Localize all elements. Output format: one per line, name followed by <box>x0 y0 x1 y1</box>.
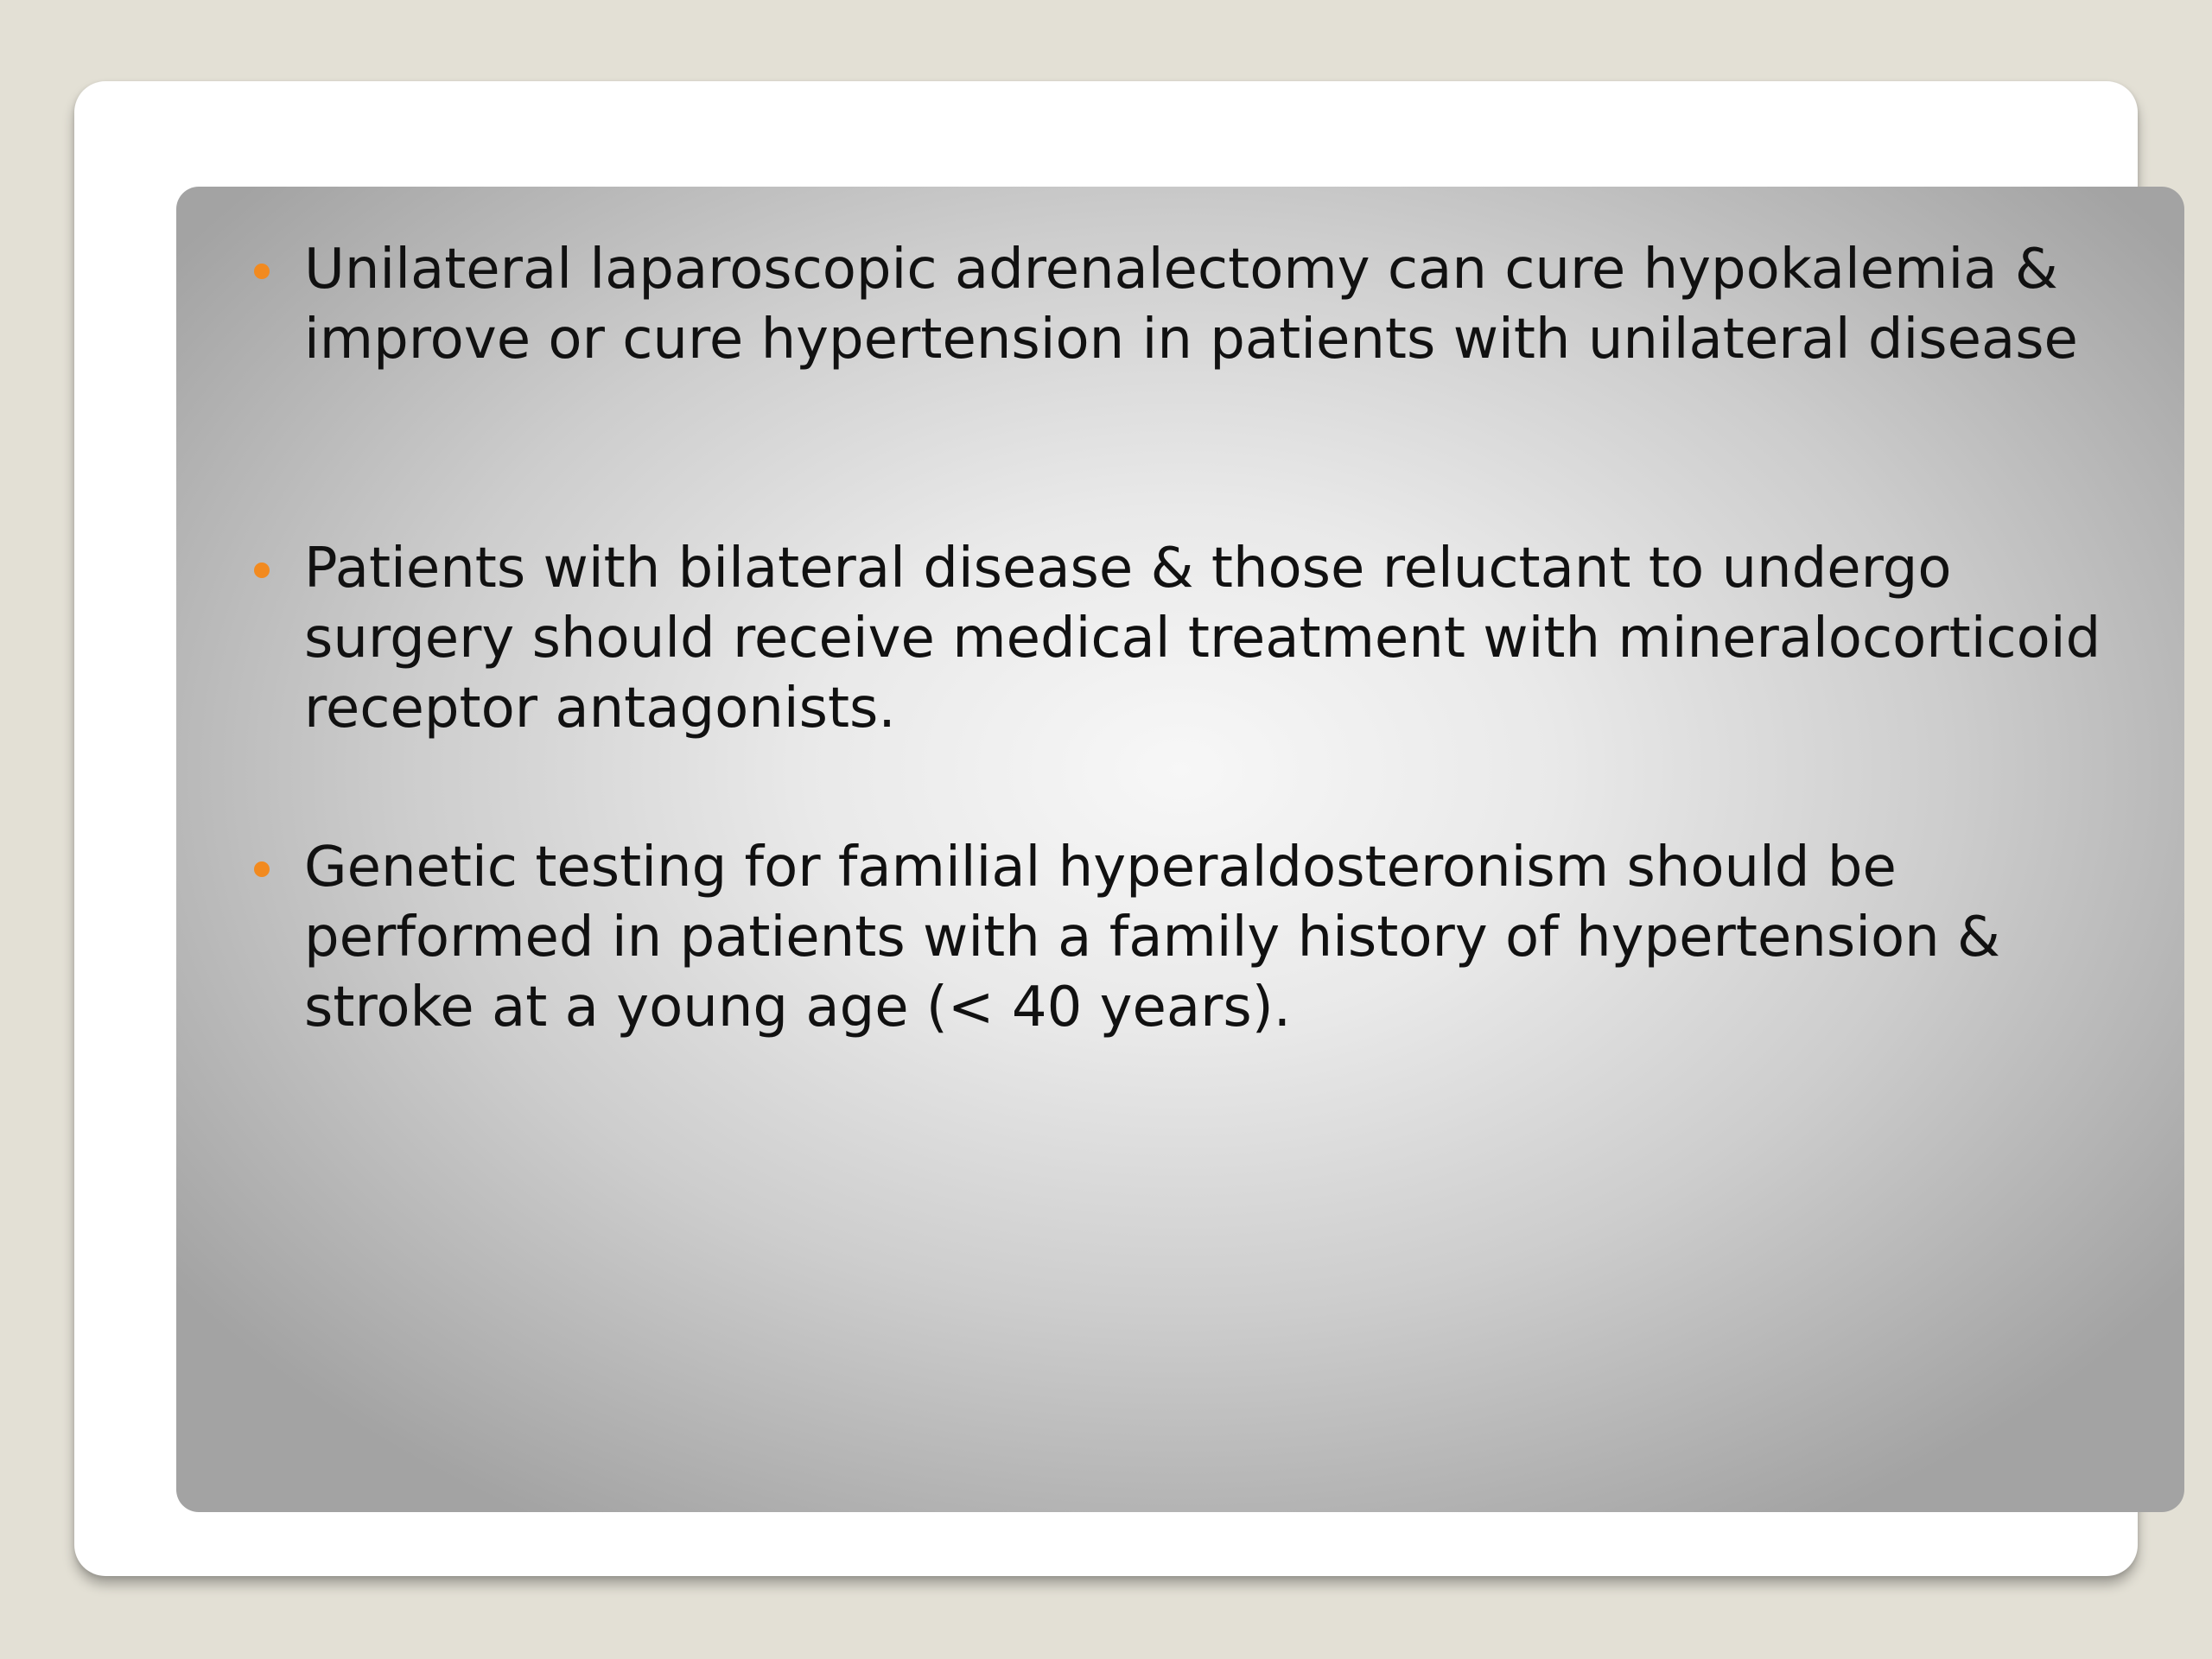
bullet-item-1 <box>304 235 2162 375</box>
bullet-item-3 <box>304 833 2162 1043</box>
slide-frame <box>74 81 2138 1576</box>
bullet-dot-icon <box>254 563 270 578</box>
bullet-text-3: Genetic testing for familial hyperaldosteronism should be performed in patients with a family history of hypertension & stroke at a young age (< 40 years). <box>304 836 2000 1039</box>
bullet-dot-icon <box>254 264 270 279</box>
bullet-dot-icon <box>254 861 270 877</box>
slide-content-panel <box>176 187 2184 1512</box>
bullet-text-2: Patients with bilateral disease & those reluctant to undergo surgery should receive medical treatment with mineralocorticoid receptor antagonists. <box>304 537 2101 741</box>
bullet-item-2 <box>304 534 2162 744</box>
bullet-text-1: Unilateral laparoscopic adrenalectomy can cure hypokalemia & improve or cure hypertension in patients with unilateral disease <box>304 238 2078 372</box>
